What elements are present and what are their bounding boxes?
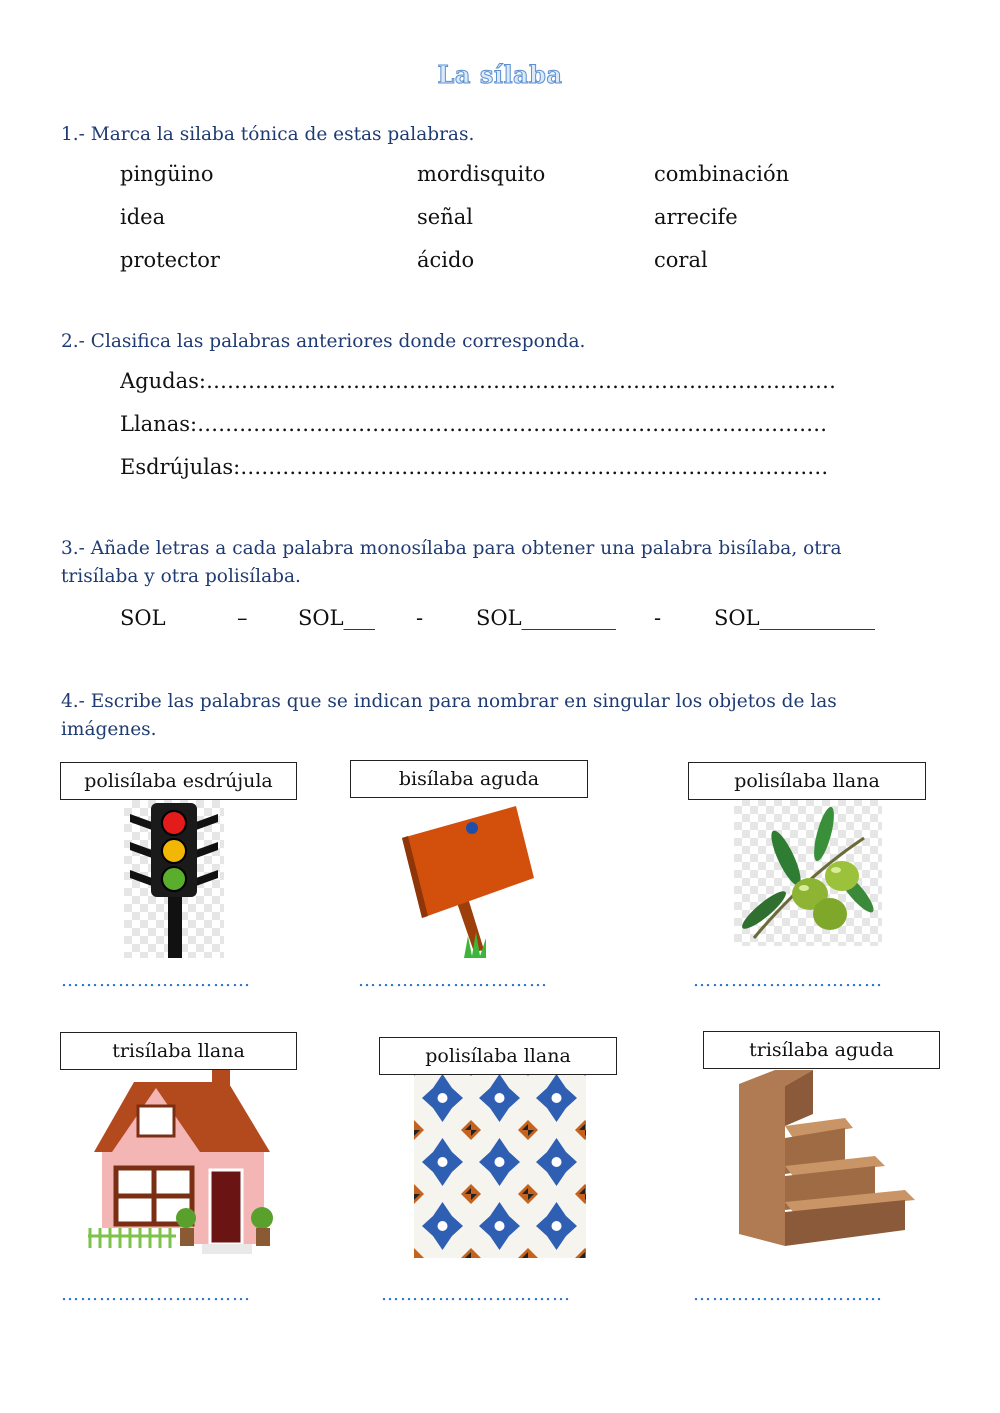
question-3-prompt-line2: trisílaba y otra polisílaba.: [61, 566, 301, 587]
word-item[interactable]: ácido: [417, 248, 475, 272]
agudas-answer-line[interactable]: Agudas:………………………………………………………………………………: [120, 369, 836, 393]
olive-branch-icon: [734, 798, 882, 946]
answer-line-5[interactable]: …………………………: [381, 1284, 571, 1305]
sol-polisilaba-blank[interactable]: SOL___________: [714, 606, 876, 630]
esdrujulas-answer-line[interactable]: Esdrújulas:…………………………………………………………………………: [120, 455, 829, 479]
question-3-prompt-line1: 3.- Añade letras a cada palabra monosílaba para obtener una palabra bisílaba, otra: [61, 538, 842, 559]
dash-separator: -: [416, 606, 424, 630]
answer-line-1[interactable]: …………………………: [61, 970, 251, 991]
page-title: La sílaba: [437, 60, 563, 89]
label-trisilaba-llana: trisílaba llana: [60, 1032, 297, 1070]
sign-icon: [398, 800, 538, 960]
word-item[interactable]: combinación: [654, 162, 790, 186]
answer-line-3[interactable]: …………………………: [693, 970, 883, 991]
word-item[interactable]: señal: [417, 205, 473, 229]
answer-line-4[interactable]: …………………………: [61, 1284, 251, 1305]
word-item[interactable]: pingüino: [120, 162, 214, 186]
label-polisilaba-esdrujula: polisílaba esdrújula: [60, 762, 297, 800]
label-polisilaba-llana: polisílaba llana: [688, 762, 926, 800]
sol-base: SOL: [120, 606, 166, 630]
sol-trisilaba-blank[interactable]: SOL_________: [476, 606, 617, 630]
answer-line-6[interactable]: …………………………: [693, 1284, 883, 1305]
house-icon: [76, 1068, 276, 1256]
word-item[interactable]: mordisquito: [417, 162, 546, 186]
word-item[interactable]: arrecife: [654, 205, 738, 229]
question-4-prompt-line1: 4.- Escribe las palabras que se indican para nombrar en singular los objetos de las: [61, 691, 837, 712]
llanas-answer-line[interactable]: Llanas:………………………………………………………………………………: [120, 412, 828, 436]
question-1-prompt: 1.- Marca la silaba tónica de estas palabras.: [61, 124, 475, 145]
word-item[interactable]: protector: [120, 248, 220, 272]
traffic-light-icon: [124, 800, 224, 958]
label-bisilaba-aguda: bisílaba aguda: [350, 760, 588, 798]
question-2-prompt: 2.- Clasifica las palabras anteriores donde corresponda.: [61, 331, 586, 352]
answer-line-2[interactable]: …………………………: [358, 970, 548, 991]
dash-separator: –: [237, 606, 248, 630]
question-4-prompt-line2: imágenes.: [61, 719, 157, 740]
sol-bisilaba-blank[interactable]: SOL___: [298, 606, 376, 630]
stairs-icon: [735, 1066, 919, 1250]
word-item[interactable]: coral: [654, 248, 708, 272]
word-item[interactable]: idea: [120, 205, 166, 229]
label-polisilaba-llana-2: polisílaba llana: [379, 1037, 617, 1075]
dash-separator: -: [654, 606, 662, 630]
label-trisilaba-aguda: trisílaba aguda: [703, 1031, 940, 1069]
tile-icon: [414, 1066, 586, 1258]
